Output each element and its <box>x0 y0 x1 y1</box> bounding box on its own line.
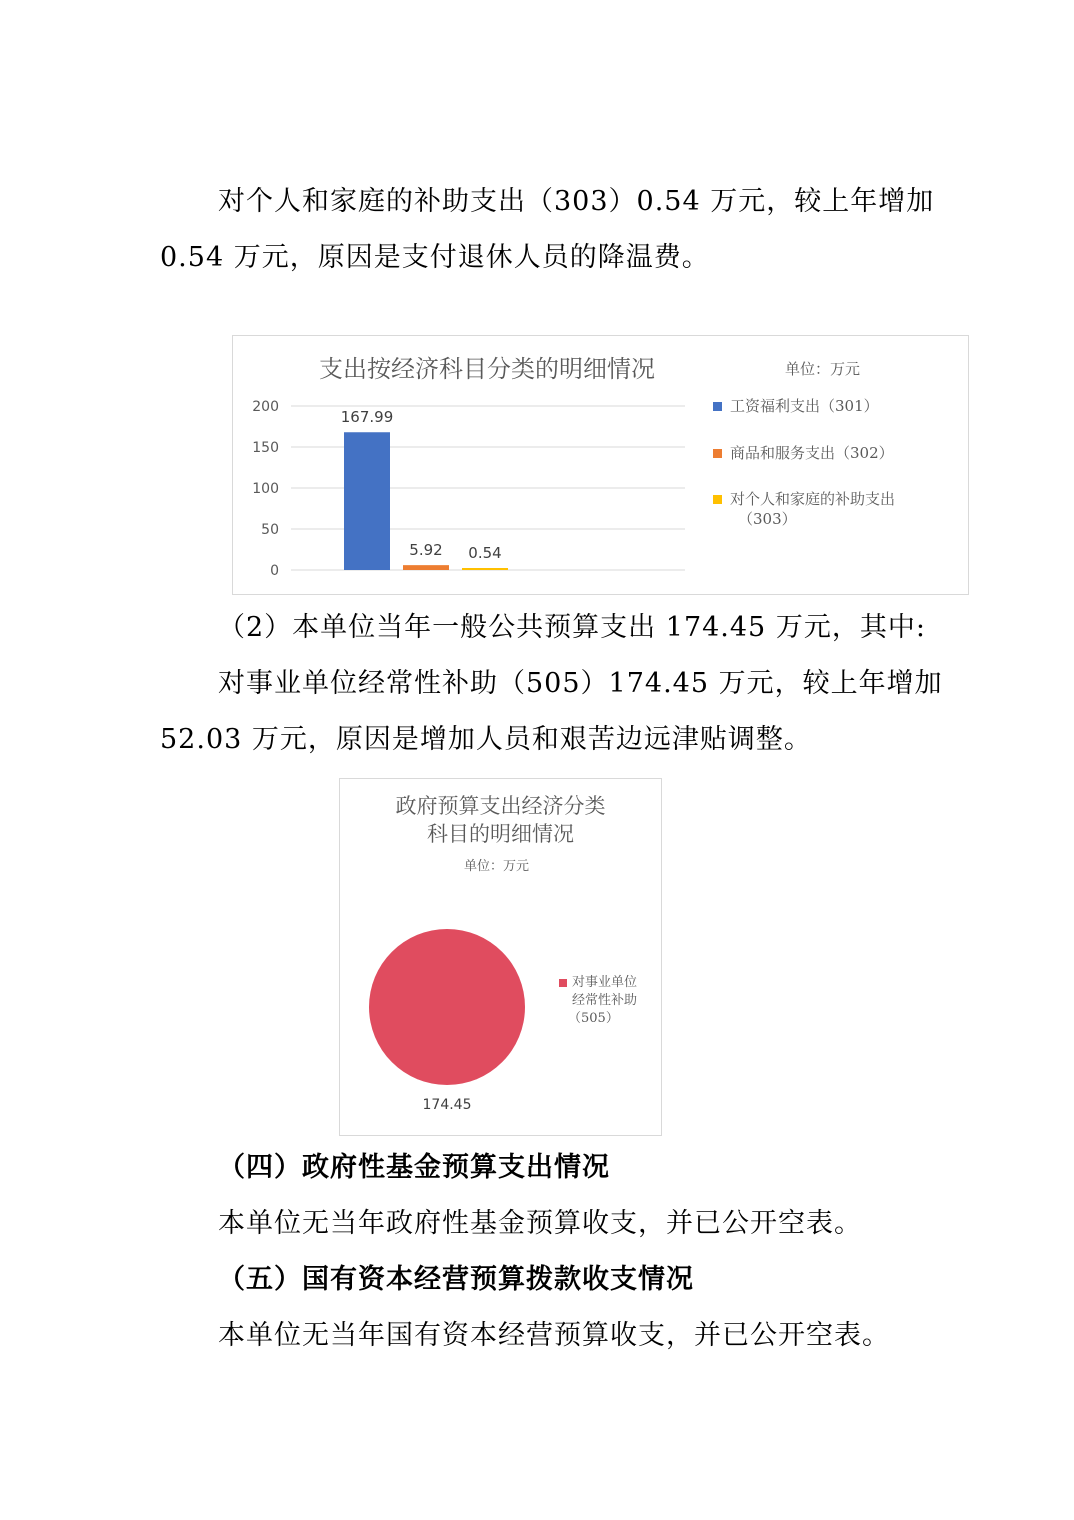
data-label: 167.99 <box>340 408 394 427</box>
legend-entry: （303） <box>738 510 797 528</box>
pie-slice <box>369 929 525 1085</box>
section-heading-5: （五）国有资本经营预算拨款收支情况 <box>218 1264 694 1295</box>
paragraph-line: （2）本单位当年一般公共预算支出 174.45 万元，其中: <box>218 612 926 643</box>
legend-swatch <box>713 449 722 458</box>
pie-chart <box>339 778 662 1136</box>
y-tick-label: 200 <box>252 399 279 415</box>
legend-entry: 对事业单位 <box>572 975 638 990</box>
paragraph-line: 0.54 万元，原因是支付退休人员的降温费。 <box>160 242 710 273</box>
y-tick-label: 50 <box>261 522 279 538</box>
data-label: 5.92 <box>409 541 443 560</box>
legend-entry: 经常性补助 <box>572 993 638 1008</box>
legend-entry: 商品和服务支出（302） <box>730 444 894 462</box>
legend-entry: 对个人和家庭的补助支出 <box>730 490 896 508</box>
y-tick-label: 0 <box>270 563 279 579</box>
bar-chart-title: 支出按经济科目分类的明细情况 <box>319 355 655 383</box>
paragraph-line: 本单位无当年政府性基金预算收支，并已公开空表。 <box>218 1208 862 1239</box>
bar <box>403 565 449 570</box>
legend-entry: （505） <box>568 1011 619 1026</box>
data-label: 174.45 <box>422 1097 472 1113</box>
legend-swatch <box>713 402 722 411</box>
bar <box>462 568 508 570</box>
bar-chart-plot <box>233 336 968 594</box>
paragraph-line: 本单位无当年国有资本经营预算收支，并已公开空表。 <box>218 1320 890 1351</box>
paragraph-line: 对个人和家庭的补助支出（303）0.54 万元，较上年增加 <box>218 186 935 217</box>
bar <box>344 432 390 570</box>
legend-swatch <box>713 495 722 504</box>
y-tick-label: 100 <box>252 481 279 497</box>
paragraph-line: 对事业单位经常性补助（505）174.45 万元，较上年增加 <box>218 668 943 699</box>
y-tick-label: 150 <box>252 440 279 456</box>
pie-chart-title-line2: 科目的明细情况 <box>427 822 574 846</box>
pie-chart-unit: 单位：万元 <box>464 859 530 874</box>
bar-chart <box>232 335 969 595</box>
legend-swatch <box>559 979 567 987</box>
legend-entry: 工资福利支出（301） <box>730 397 879 415</box>
pie-chart-title-line1: 政府预算支出经济分类 <box>395 794 606 818</box>
paragraph-line: 52.03 万元，原因是增加人员和艰苦边远津贴调整。 <box>160 724 812 755</box>
pie-chart-plot <box>340 779 661 1135</box>
data-label: 0.54 <box>468 544 502 562</box>
section-heading-4: （四）政府性基金预算支出情况 <box>218 1152 610 1183</box>
bar-chart-unit: 单位：万元 <box>785 360 861 378</box>
